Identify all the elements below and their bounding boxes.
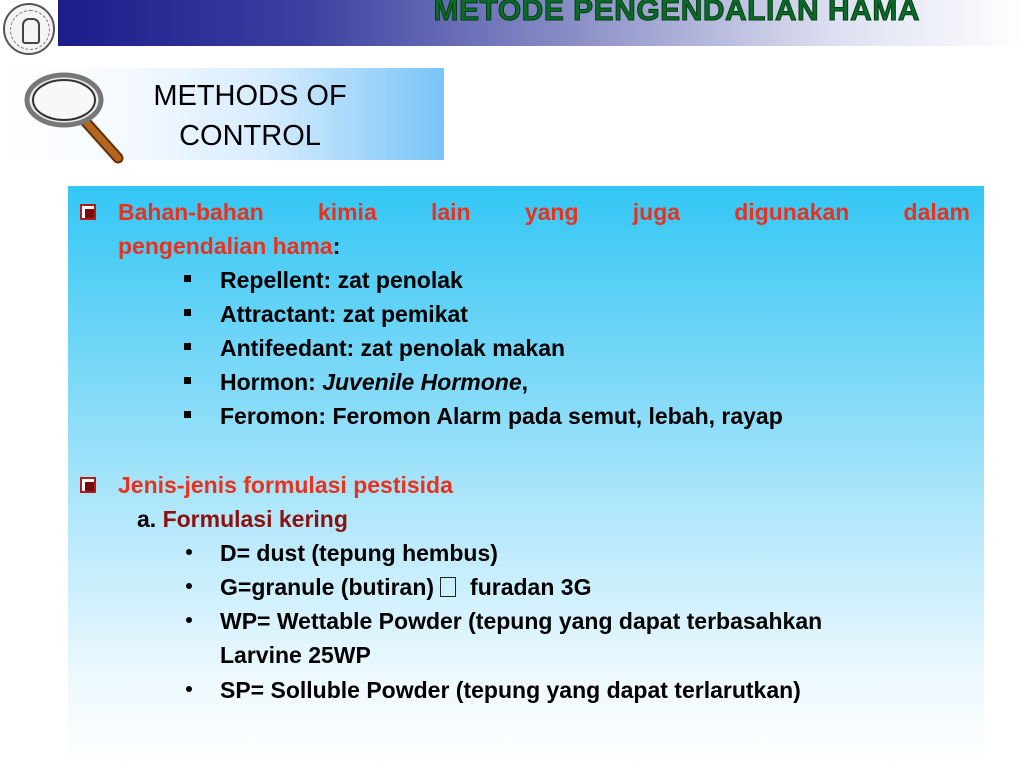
square-bullet-icon [184, 411, 191, 418]
list-item [220, 368, 528, 396]
list-item: WP= Wettable Powder (tepung yang dapat terbasahkan [220, 608, 823, 634]
list-item-continuation: Larvine 25WP [220, 642, 371, 668]
subtitle-line-1: METHODS OF [153, 80, 347, 112]
round-bullet-icon [186, 617, 192, 623]
subsection-title: Formulasi kering [162, 506, 348, 532]
round-bullet-icon [186, 549, 192, 555]
hormon-italic: Juvenile Hormone [322, 369, 522, 395]
granule-example: furadan 3G [470, 574, 592, 600]
list-item [220, 573, 591, 601]
subsection-heading [137, 505, 348, 533]
list-item: Attractant: zat pemikat [220, 301, 468, 327]
hormon-prefix: Hormon: [220, 369, 323, 395]
square-bullet-icon [184, 343, 191, 350]
missing-glyph-icon [440, 577, 456, 597]
list-item: Feromon: Feromon Alarm pada semut, lebah, rayap [220, 403, 783, 429]
subtitle-line-2: CONTROL [179, 120, 321, 152]
square-bullet-icon [184, 309, 191, 316]
checkbox-bullet-icon [80, 204, 96, 220]
hormon-suffix: , [521, 369, 528, 395]
granule-text: G=granule (butiran) [220, 574, 435, 600]
section1-heading-cont: pengendalian hama [118, 233, 333, 259]
section1-heading-line1: Bahan-bahan kimia lain yang juga digunakan dalam [118, 199, 970, 225]
round-bullet-icon [186, 583, 192, 589]
subsection-label: a. [137, 506, 157, 532]
university-logo [0, 0, 58, 60]
subtitle [110, 76, 390, 156]
list-item: SP= Solluble Powder (tepung yang dapat terlarutkan) [220, 677, 801, 703]
section1-heading-line2 [118, 232, 340, 260]
list-item: Antifeedant: zat penolak makan [220, 335, 566, 361]
round-bullet-icon [186, 686, 192, 692]
list-item: Repellent: zat penolak [220, 267, 463, 293]
section2-heading: Jenis-jenis formulasi pestisida [118, 472, 453, 498]
list-item: D= dust (tepung hembus) [220, 540, 498, 566]
square-bullet-icon [184, 275, 191, 282]
heading-colon: : [332, 233, 341, 259]
checkbox-bullet-icon [80, 477, 96, 493]
seal-icon [3, 3, 55, 55]
slide-title: METODE PENGENDALIAN HAMA [433, 0, 920, 27]
square-bullet-icon [184, 377, 191, 384]
magnifier-icon [22, 70, 132, 166]
